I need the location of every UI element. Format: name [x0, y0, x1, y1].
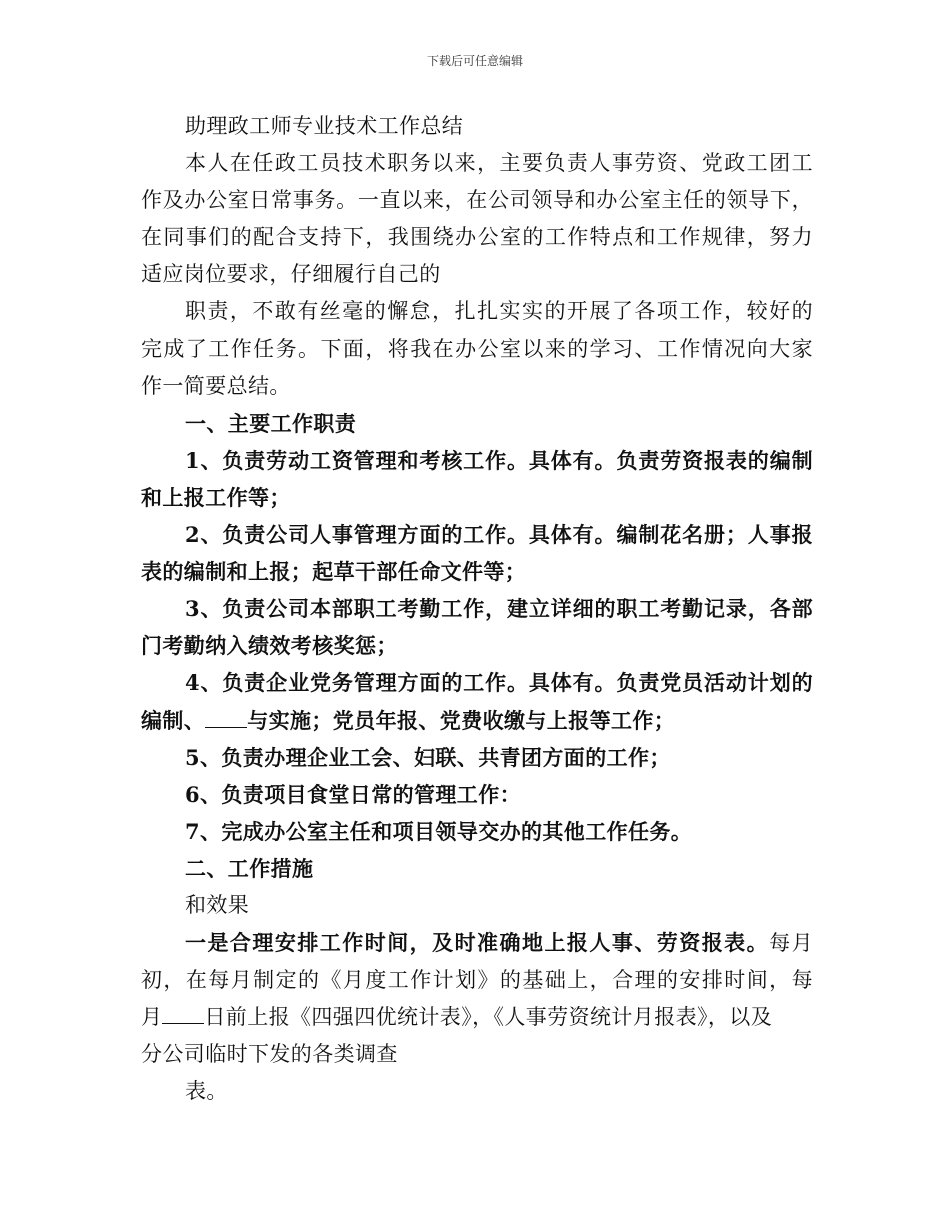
blank-underline [205, 709, 247, 728]
measure-line: 表。 [185, 1079, 228, 1104]
paragraph-line: 本人在任政工员技术职务以来，主要负责人事劳资、党政工团工 [185, 151, 813, 176]
document-title: 助理政工师专业技术工作总结 [185, 114, 464, 138]
blank-underline [162, 1005, 204, 1024]
duty-item: 和上报工作等； [141, 484, 291, 510]
document-body [141, 108, 813, 1111]
measure-line [141, 999, 813, 1036]
measure-line: 分公司临时下发的各类调查 [141, 1042, 398, 1067]
duty-text: 编制、 [141, 707, 206, 733]
duty-item [141, 702, 813, 739]
duty-item: 5、负责办理企业工会、妇联、共青团方面的工作； [185, 744, 671, 770]
paragraph-line: 作一简要总结。 [141, 373, 291, 398]
measure-text: 日前上报《四强四优统计表》，《人事劳资统计月报表》，以及 [204, 1005, 773, 1030]
paragraph-line: 作及办公室日常事务。一直以来，在公司领导和办公室主任的领导下， [141, 188, 813, 213]
duty-item: 3、负责公司本部职工考勤工作，建立详细的职工考勤记录，各部 [185, 596, 813, 622]
duty-text: 与实施；党员年报、党费收缴与上报等工作； [247, 707, 676, 733]
paragraph-line: 适应岗位要求，仔细履行自己的 [141, 262, 441, 287]
page-header: 下载后可任意编辑 [426, 54, 523, 68]
paragraph-line: 职责，不敢有丝毫的懈怠，扎扎实实的开展了各项工作，较好的 [185, 299, 813, 324]
section-heading-continuation: 和效果 [185, 892, 250, 917]
duty-item: 4、负责企业党务管理方面的工作。具体有。负责党员活动计划的 [185, 670, 813, 696]
measure-line [141, 924, 813, 962]
paragraph-line: 在同事们的配合支持下，我围绕办公室的工作特点和工作规律，努力 [141, 225, 813, 250]
measure-line: 初，在每月制定的《月度工作计划》的基础上，合理的安排时间，每 [141, 968, 813, 993]
duty-item: 表的编制和上报；起草干部任命文件等； [141, 559, 527, 585]
paragraph-line: 完成了工作任务。下面，将我在办公室以来的学习、工作情况向大家 [141, 336, 813, 361]
duty-item: 2、负责公司人事管理方面的工作。具体有。编制花名册；人事报 [185, 522, 813, 548]
section-heading: 二、工作措施 [185, 855, 314, 881]
measure-lead: 一是合理安排工作时间，及时准确地上报人事、劳资报表。 [185, 930, 770, 956]
duty-item: 1、负责劳动工资管理和考核工作。具体有。负责劳资报表的编制 [185, 447, 813, 473]
duty-item: 6、负责项目食堂日常的管理工作： [185, 781, 522, 807]
duty-item: 门考勤纳入绩效考核奖惩； [141, 633, 398, 659]
measure-text: 每月 [769, 931, 813, 956]
section-heading: 一、主要工作职责 [185, 410, 357, 436]
duty-item: 7、完成办公室主任和项目领导交办的其他工作任务。 [185, 818, 693, 844]
measure-text: 月 [141, 1005, 163, 1030]
